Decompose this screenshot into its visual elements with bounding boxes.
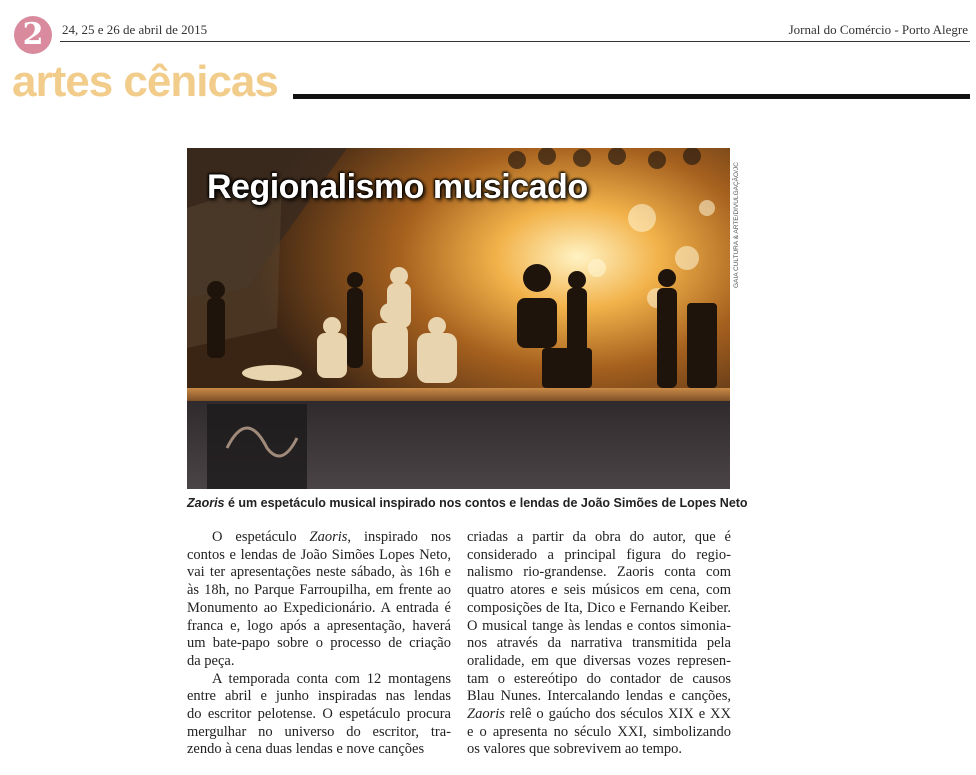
body-text: O musical tange às lendas e contos simonia- [467,617,731,634]
body-line [467,635,731,653]
body-line [187,653,451,671]
section-rule [293,94,970,99]
italic-text: Zaoris [309,529,348,545]
body-line [467,529,731,547]
body-text: franca e, logo após a apresentação, haverá [187,617,451,634]
body-line [187,564,451,582]
body-line [187,635,451,653]
body-line [467,653,731,671]
body-text: Blau Nunes. Intercalando lendas e canções, [467,688,731,705]
body-text: criadas a partir da obra do autor, que é [467,529,731,545]
body-line [187,529,451,547]
body-text: contos e lendas de João Simões Lopes Neto, [187,546,451,563]
body-line [467,706,731,724]
body-text: zendo à cena duas lendas e nove canções [187,741,425,758]
body-text: da peça. [187,652,235,669]
article-headline: Regionalismo musicado [207,168,588,206]
article-photo [187,148,730,489]
header-rule [60,41,970,42]
body-line [187,671,451,689]
body-line [467,582,731,600]
body-text: considerado a principal figura do regio- [467,546,731,563]
article-column-2 [467,529,731,759]
body-text: entre abril e junho inspiradas nas lendas [187,688,451,705]
body-line [187,741,451,759]
body-text: A temporada conta com 12 montagens [212,670,451,687]
dateline: 24, 25 e 26 de abril de 2015 [62,22,208,37]
section-title: artes cênicas [12,57,278,106]
body-text: oralidade, em que diversas vozes represen- [467,652,731,669]
body-text: composições de Ita, Dico e Fernando Keiber. [467,599,731,616]
body-line [187,618,451,636]
body-text: Monumento ao Expedicionário. A entrada é [187,599,451,616]
body-line [187,688,451,706]
body-text: os valores que sobrevivem ao tempo. [467,741,683,758]
photo-caption [187,496,747,510]
body-text: relê o gaúcho dos séculos XIX e XX [504,706,731,723]
body-line [187,600,451,618]
body-text: nalismo rio-grandense. Zaoris conta com [467,564,731,581]
italic-text: Zaoris [467,706,505,723]
body-text: O espetáculo [212,529,310,545]
body-text: tam o estereótipo do contador de causos [467,670,731,687]
body-text: vai ter apresentações neste sábado, às 16h e [187,564,451,581]
body-line [467,618,731,636]
body-line [187,582,451,600]
body-text: nos através da narrativa transmitida pela [467,635,731,652]
body-text: e o apresenta no século XXI, simbolizando [467,723,731,740]
body-line [467,600,731,618]
body-line [187,706,451,724]
article-column-1 [187,529,451,759]
photo-credit: GAIA CULTURA & ARTE/DIVULGAÇÃO/JC [733,162,740,288]
body-text: um bate-papo sobre o processo de criação [187,635,451,652]
body-text: quatro atores e seis músicos em cena, com [467,582,731,599]
newspaper-name: Jornal do Comércio - Porto Alegre [788,22,968,37]
body-line [467,741,731,759]
body-text: , inspirado nos [347,529,452,545]
caption-text: é um espetáculo musical inspirado nos contos e lendas de João Simões de Lopes Neto [224,496,748,510]
body-line [467,671,731,689]
caption-italic: Zaoris [187,496,225,510]
body-line [187,724,451,742]
body-line [467,724,731,742]
body-text: do escritor pelotense. O espetáculo procura [187,706,451,723]
body-line [467,547,731,565]
page-number-badge: 2 [14,16,52,54]
body-line [467,564,731,582]
body-text: às 18h, no Parque Farroupilha, em frente ao [187,582,451,599]
body-line [467,688,731,706]
body-text: mergulhar no universo do escritor, tra- [187,723,451,740]
body-line [187,547,451,565]
